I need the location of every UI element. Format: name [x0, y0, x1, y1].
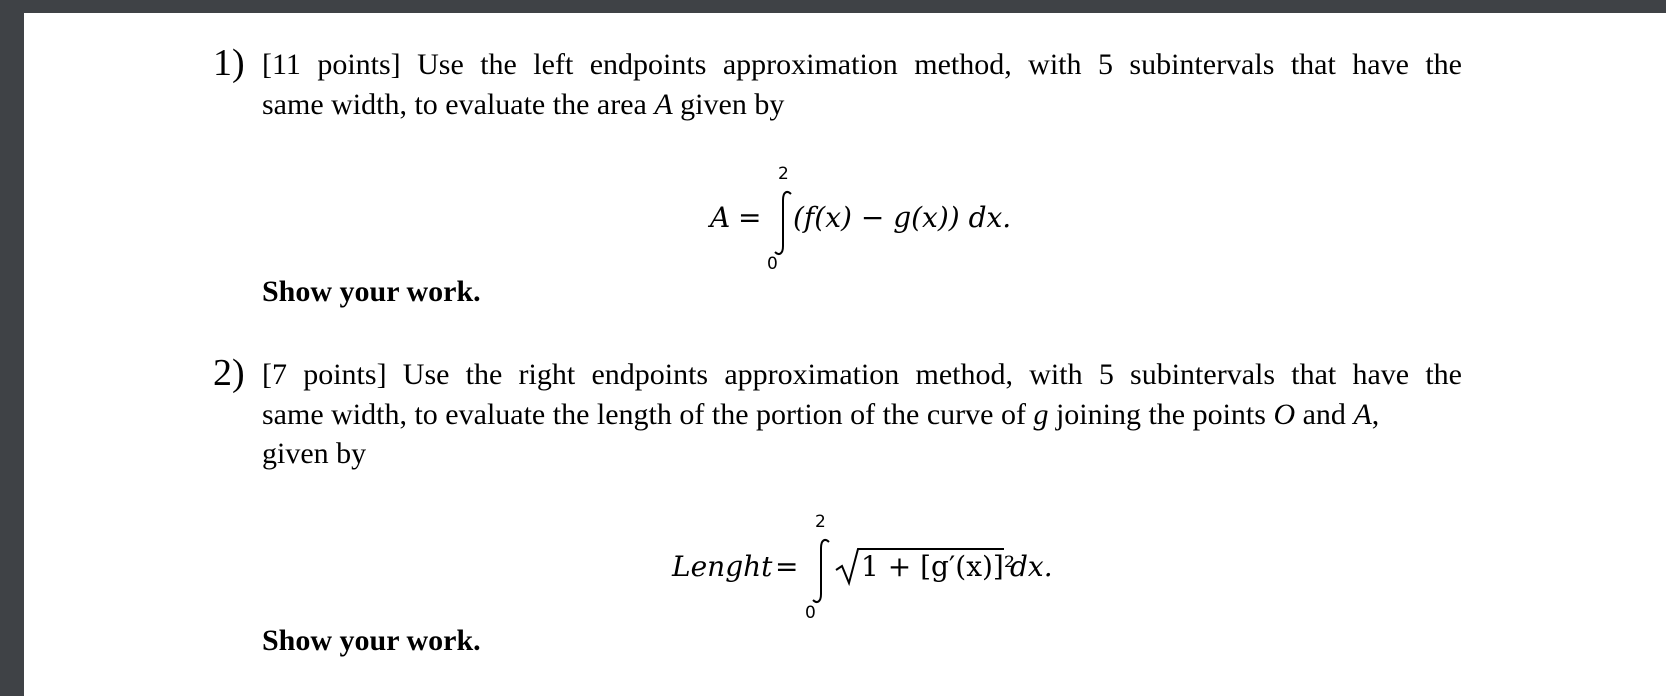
question-2-line-3: given by: [262, 437, 367, 470]
formula-1-upper-limit: 2: [778, 164, 789, 184]
question-2-line-2-middle: joining the points: [1048, 397, 1274, 431]
question-2-line-2-end: ,: [1371, 397, 1380, 431]
variable-a: A: [1353, 397, 1372, 431]
question-1-line-2-start: same width, to evaluate the area: [262, 87, 655, 121]
formula-1-equals: =: [738, 201, 762, 234]
formula-1-integrand: (f(x) − g(x)) dx.: [793, 201, 1012, 234]
question-1-line-2: [262, 85, 1462, 125]
variable-a: A: [654, 87, 673, 121]
question-2-line-2-start: same width, to evaluate the length of the portion of the curve of: [262, 397, 1034, 431]
variable-o: O: [1273, 397, 1296, 431]
question-1-line-2-end: given by: [672, 87, 785, 121]
question-2-line-2-and: and: [1295, 397, 1354, 431]
variable-g: g: [1033, 397, 1049, 431]
question-2-line-2: [262, 395, 1462, 435]
formula-1-lhs: A: [710, 201, 731, 234]
question-1-line-1: [11 points] Use the left endpoints approximation method, with 5 subintervals that have the: [262, 48, 1462, 81]
integral-sign-icon: [808, 538, 834, 604]
question-2-text: [262, 355, 1462, 474]
question-2-number: 2): [213, 352, 245, 394]
formula-2-equals: =: [775, 550, 799, 583]
formula-2-lower-limit: 0: [805, 603, 816, 623]
formula-2-dx: dx.: [1010, 550, 1053, 583]
question-2-line-1: [7 points] Use the right endpoints approximation method, with 5 subintervals that have the: [262, 358, 1462, 391]
question-1-text: [262, 45, 1462, 124]
formula-1-lower-limit: 0: [767, 254, 778, 274]
question-2-show-work: Show your work.: [262, 624, 481, 657]
question-1-number: 1): [213, 42, 245, 84]
question-1-show-work: Show your work.: [262, 275, 481, 308]
formula-2-radicand: 1 + [g′(x)]²: [861, 550, 1016, 583]
formula-2-lhs: Lenght: [672, 550, 773, 583]
formula-2-upper-limit: 2: [815, 512, 826, 532]
